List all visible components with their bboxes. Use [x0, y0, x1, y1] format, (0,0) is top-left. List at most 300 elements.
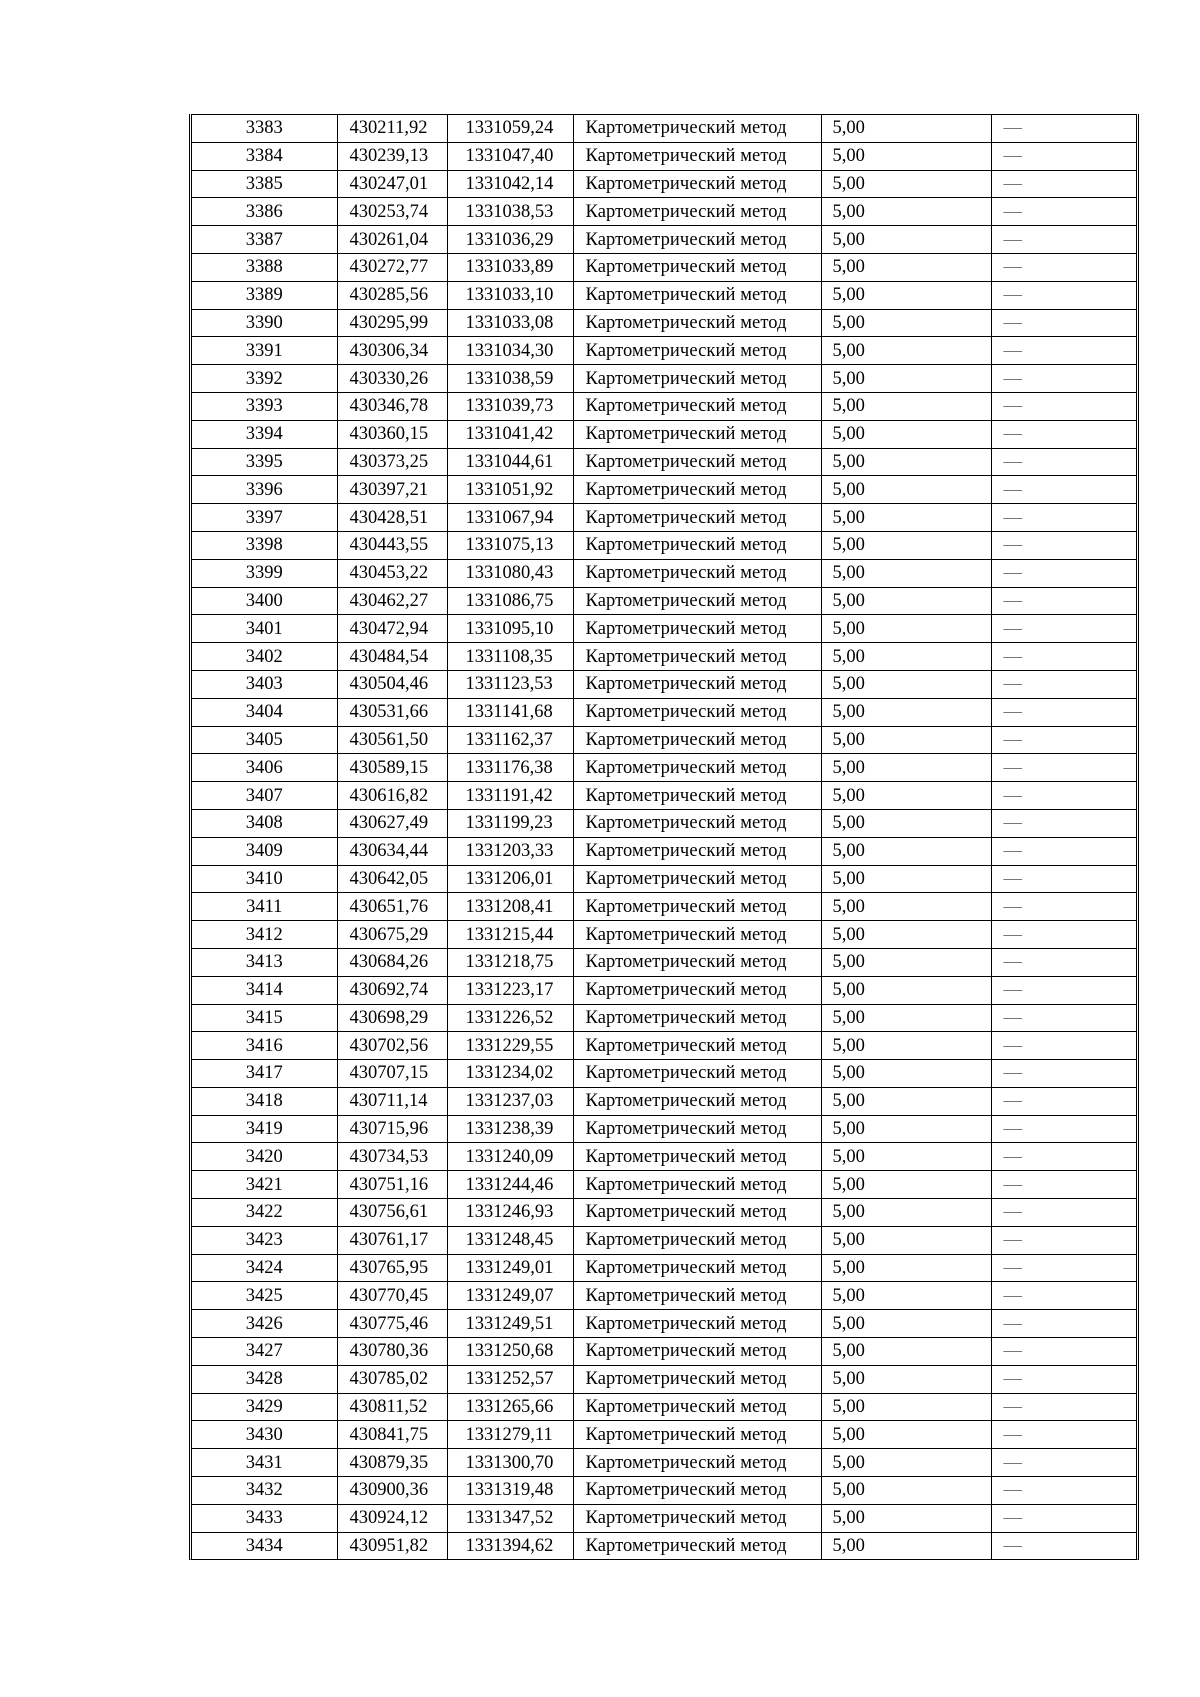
table-row [192, 948, 1136, 976]
point-number-cell: 3406 [192, 754, 337, 782]
x-coordinate-cell: 430707,15 [337, 1060, 447, 1088]
point-number-cell: 3434 [192, 1532, 337, 1559]
coordinates-table [192, 114, 1136, 1559]
table-row [192, 281, 1136, 309]
x-coordinate-cell: 430247,01 [337, 170, 447, 198]
description-cell: — [991, 1310, 1136, 1338]
x-coordinate-cell: 430453,22 [337, 559, 447, 587]
coordinates-table-body [192, 115, 1136, 1560]
accuracy-cell: 5,00 [821, 198, 991, 226]
accuracy-cell: 5,00 [821, 1365, 991, 1393]
y-coordinate-cell: 1331047,40 [447, 142, 573, 170]
point-number-cell: 3393 [192, 392, 337, 420]
accuracy-cell: 5,00 [821, 476, 991, 504]
method-cell: Картометрический метод [573, 337, 821, 365]
point-number-cell: 3430 [192, 1421, 337, 1449]
y-coordinate-cell: 1331215,44 [447, 921, 573, 949]
table-row [192, 1338, 1136, 1366]
method-cell: Картометрический метод [573, 531, 821, 559]
y-coordinate-cell: 1331038,53 [447, 198, 573, 226]
description-cell: — [991, 253, 1136, 281]
y-coordinate-cell: 1331203,33 [447, 837, 573, 865]
description-cell: — [991, 142, 1136, 170]
accuracy-cell: 5,00 [821, 1143, 991, 1171]
y-coordinate-cell: 1331059,24 [447, 115, 573, 143]
table-row [192, 504, 1136, 532]
accuracy-cell: 5,00 [821, 309, 991, 337]
table-row [192, 837, 1136, 865]
table-row [192, 170, 1136, 198]
method-cell: Картометрический метод [573, 504, 821, 532]
x-coordinate-cell: 430295,99 [337, 309, 447, 337]
description-cell: — [991, 170, 1136, 198]
y-coordinate-cell: 1331191,42 [447, 782, 573, 810]
x-coordinate-cell: 430616,82 [337, 782, 447, 810]
y-coordinate-cell: 1331199,23 [447, 809, 573, 837]
point-number-cell: 3397 [192, 504, 337, 532]
accuracy-cell: 5,00 [821, 226, 991, 254]
point-number-cell: 3392 [192, 365, 337, 393]
point-number-cell: 3419 [192, 1115, 337, 1143]
point-number-cell: 3416 [192, 1032, 337, 1060]
accuracy-cell: 5,00 [821, 1004, 991, 1032]
description-cell: — [991, 337, 1136, 365]
method-cell: Картометрический метод [573, 587, 821, 615]
accuracy-cell: 5,00 [821, 809, 991, 837]
method-cell: Картометрический метод [573, 1338, 821, 1366]
accuracy-cell: 5,00 [821, 698, 991, 726]
point-number-cell: 3433 [192, 1504, 337, 1532]
x-coordinate-cell: 430428,51 [337, 504, 447, 532]
x-coordinate-cell: 430734,53 [337, 1143, 447, 1171]
point-number-cell: 3422 [192, 1199, 337, 1227]
point-number-cell: 3390 [192, 309, 337, 337]
y-coordinate-cell: 1331044,61 [447, 448, 573, 476]
description-cell: — [991, 559, 1136, 587]
x-coordinate-cell: 430651,76 [337, 893, 447, 921]
method-cell: Картометрический метод [573, 1282, 821, 1310]
accuracy-cell: 5,00 [821, 893, 991, 921]
accuracy-cell: 5,00 [821, 1532, 991, 1559]
point-number-cell: 3421 [192, 1171, 337, 1199]
method-cell: Картометрический метод [573, 476, 821, 504]
point-number-cell: 3411 [192, 893, 337, 921]
table-row [192, 1032, 1136, 1060]
accuracy-cell: 5,00 [821, 115, 991, 143]
accuracy-cell: 5,00 [821, 1032, 991, 1060]
y-coordinate-cell: 1331347,52 [447, 1504, 573, 1532]
x-coordinate-cell: 430770,45 [337, 1282, 447, 1310]
table-row [192, 142, 1136, 170]
table-row [192, 1087, 1136, 1115]
table-row [192, 1115, 1136, 1143]
x-coordinate-cell: 430253,74 [337, 198, 447, 226]
description-cell: — [991, 948, 1136, 976]
point-number-cell: 3387 [192, 226, 337, 254]
y-coordinate-cell: 1331246,93 [447, 1199, 573, 1227]
description-cell: — [991, 643, 1136, 671]
accuracy-cell: 5,00 [821, 837, 991, 865]
point-number-cell: 3418 [192, 1087, 337, 1115]
method-cell: Картометрический метод [573, 142, 821, 170]
accuracy-cell: 5,00 [821, 531, 991, 559]
method-cell: Картометрический метод [573, 170, 821, 198]
accuracy-cell: 5,00 [821, 587, 991, 615]
table-row [192, 1004, 1136, 1032]
x-coordinate-cell: 430306,34 [337, 337, 447, 365]
point-number-cell: 3394 [192, 420, 337, 448]
table-row [192, 587, 1136, 615]
description-cell: — [991, 1365, 1136, 1393]
description-cell: — [991, 587, 1136, 615]
description-cell: — [991, 198, 1136, 226]
x-coordinate-cell: 430239,13 [337, 142, 447, 170]
accuracy-cell: 5,00 [821, 754, 991, 782]
x-coordinate-cell: 430675,29 [337, 921, 447, 949]
accuracy-cell: 5,00 [821, 865, 991, 893]
table-row [192, 420, 1136, 448]
accuracy-cell: 5,00 [821, 1226, 991, 1254]
x-coordinate-cell: 430951,82 [337, 1532, 447, 1559]
point-number-cell: 3404 [192, 698, 337, 726]
point-number-cell: 3400 [192, 587, 337, 615]
point-number-cell: 3384 [192, 142, 337, 170]
accuracy-cell: 5,00 [821, 392, 991, 420]
y-coordinate-cell: 1331038,59 [447, 365, 573, 393]
point-number-cell: 3427 [192, 1338, 337, 1366]
y-coordinate-cell: 1331279,11 [447, 1421, 573, 1449]
method-cell: Картометрический метод [573, 921, 821, 949]
point-number-cell: 3423 [192, 1226, 337, 1254]
table-row [192, 1171, 1136, 1199]
table-row [192, 1060, 1136, 1088]
table-row [192, 337, 1136, 365]
accuracy-cell: 5,00 [821, 1115, 991, 1143]
description-cell: — [991, 1393, 1136, 1421]
point-number-cell: 3399 [192, 559, 337, 587]
table-row [192, 365, 1136, 393]
accuracy-cell: 5,00 [821, 921, 991, 949]
x-coordinate-cell: 430879,35 [337, 1449, 447, 1477]
x-coordinate-cell: 430780,36 [337, 1338, 447, 1366]
point-number-cell: 3410 [192, 865, 337, 893]
accuracy-cell: 5,00 [821, 782, 991, 810]
point-number-cell: 3420 [192, 1143, 337, 1171]
point-number-cell: 3395 [192, 448, 337, 476]
table-row [192, 1282, 1136, 1310]
method-cell: Картометрический метод [573, 1004, 821, 1032]
y-coordinate-cell: 1331248,45 [447, 1226, 573, 1254]
point-number-cell: 3426 [192, 1310, 337, 1338]
description-cell: — [991, 976, 1136, 1004]
method-cell: Картометрический метод [573, 1393, 821, 1421]
description-cell: — [991, 670, 1136, 698]
point-number-cell: 3383 [192, 115, 337, 143]
x-coordinate-cell: 430684,26 [337, 948, 447, 976]
description-cell: — [991, 809, 1136, 837]
accuracy-cell: 5,00 [821, 1504, 991, 1532]
description-cell: — [991, 615, 1136, 643]
table-row [192, 1143, 1136, 1171]
point-number-cell: 3389 [192, 281, 337, 309]
point-number-cell: 3386 [192, 198, 337, 226]
y-coordinate-cell: 1331394,62 [447, 1532, 573, 1559]
description-cell: — [991, 782, 1136, 810]
y-coordinate-cell: 1331265,66 [447, 1393, 573, 1421]
y-coordinate-cell: 1331249,01 [447, 1254, 573, 1282]
method-cell: Картометрический метод [573, 948, 821, 976]
description-cell: — [991, 865, 1136, 893]
x-coordinate-cell: 430692,74 [337, 976, 447, 1004]
point-number-cell: 3415 [192, 1004, 337, 1032]
accuracy-cell: 5,00 [821, 1060, 991, 1088]
x-coordinate-cell: 430261,04 [337, 226, 447, 254]
method-cell: Картометрический метод [573, 392, 821, 420]
method-cell: Картометрический метод [573, 698, 821, 726]
table-row [192, 698, 1136, 726]
description-cell: — [991, 281, 1136, 309]
accuracy-cell: 5,00 [821, 142, 991, 170]
y-coordinate-cell: 1331108,35 [447, 643, 573, 671]
method-cell: Картометрический метод [573, 670, 821, 698]
y-coordinate-cell: 1331226,52 [447, 1004, 573, 1032]
accuracy-cell: 5,00 [821, 1254, 991, 1282]
y-coordinate-cell: 1331067,94 [447, 504, 573, 532]
description-cell: — [991, 837, 1136, 865]
table-row [192, 198, 1136, 226]
description-cell: — [991, 392, 1136, 420]
method-cell: Картометрический метод [573, 976, 821, 1004]
description-cell: — [991, 1171, 1136, 1199]
table-row [192, 1393, 1136, 1421]
accuracy-cell: 5,00 [821, 337, 991, 365]
x-coordinate-cell: 430484,54 [337, 643, 447, 671]
y-coordinate-cell: 1331229,55 [447, 1032, 573, 1060]
method-cell: Картометрический метод [573, 1310, 821, 1338]
x-coordinate-cell: 430360,15 [337, 420, 447, 448]
accuracy-cell: 5,00 [821, 170, 991, 198]
table-row [192, 1254, 1136, 1282]
method-cell: Картометрический метод [573, 865, 821, 893]
x-coordinate-cell: 430346,78 [337, 392, 447, 420]
method-cell: Картометрический метод [573, 1477, 821, 1505]
y-coordinate-cell: 1331240,09 [447, 1143, 573, 1171]
accuracy-cell: 5,00 [821, 559, 991, 587]
y-coordinate-cell: 1331033,08 [447, 309, 573, 337]
accuracy-cell: 5,00 [821, 1199, 991, 1227]
point-number-cell: 3402 [192, 643, 337, 671]
x-coordinate-cell: 430900,36 [337, 1477, 447, 1505]
accuracy-cell: 5,00 [821, 1449, 991, 1477]
table-row [192, 809, 1136, 837]
description-cell: — [991, 1115, 1136, 1143]
y-coordinate-cell: 1331319,48 [447, 1477, 573, 1505]
x-coordinate-cell: 430761,17 [337, 1226, 447, 1254]
description-cell: — [991, 1421, 1136, 1449]
method-cell: Картометрический метод [573, 782, 821, 810]
method-cell: Картометрический метод [573, 893, 821, 921]
x-coordinate-cell: 430751,16 [337, 1171, 447, 1199]
accuracy-cell: 5,00 [821, 1477, 991, 1505]
method-cell: Картометрический метод [573, 309, 821, 337]
description-cell: — [991, 365, 1136, 393]
table-row [192, 1504, 1136, 1532]
description-cell: — [991, 1143, 1136, 1171]
x-coordinate-cell: 430462,27 [337, 587, 447, 615]
x-coordinate-cell: 430841,75 [337, 1421, 447, 1449]
table-row [192, 226, 1136, 254]
x-coordinate-cell: 430397,21 [337, 476, 447, 504]
point-number-cell: 3425 [192, 1282, 337, 1310]
description-cell: — [991, 504, 1136, 532]
coordinates-table-frame [189, 114, 1139, 1560]
table-row [192, 1226, 1136, 1254]
table-row [192, 670, 1136, 698]
x-coordinate-cell: 430756,61 [337, 1199, 447, 1227]
method-cell: Картометрический метод [573, 837, 821, 865]
table-row [192, 115, 1136, 143]
description-cell: — [991, 115, 1136, 143]
point-number-cell: 3391 [192, 337, 337, 365]
accuracy-cell: 5,00 [821, 1338, 991, 1366]
y-coordinate-cell: 1331086,75 [447, 587, 573, 615]
description-cell: — [991, 754, 1136, 782]
point-number-cell: 3401 [192, 615, 337, 643]
method-cell: Картометрический метод [573, 615, 821, 643]
table-row [192, 309, 1136, 337]
description-cell: — [991, 1338, 1136, 1366]
description-cell: — [991, 1449, 1136, 1477]
x-coordinate-cell: 430775,46 [337, 1310, 447, 1338]
accuracy-cell: 5,00 [821, 448, 991, 476]
description-cell: — [991, 1199, 1136, 1227]
accuracy-cell: 5,00 [821, 726, 991, 754]
description-cell: — [991, 1504, 1136, 1532]
y-coordinate-cell: 1331234,02 [447, 1060, 573, 1088]
accuracy-cell: 5,00 [821, 420, 991, 448]
x-coordinate-cell: 430924,12 [337, 1504, 447, 1532]
table-row [192, 976, 1136, 1004]
table-row [192, 1310, 1136, 1338]
method-cell: Картометрический метод [573, 198, 821, 226]
table-row [192, 1449, 1136, 1477]
method-cell: Картометрический метод [573, 1087, 821, 1115]
description-cell: — [991, 1477, 1136, 1505]
accuracy-cell: 5,00 [821, 1087, 991, 1115]
y-coordinate-cell: 1331095,10 [447, 615, 573, 643]
method-cell: Картометрический метод [573, 253, 821, 281]
description-cell: — [991, 1254, 1136, 1282]
point-number-cell: 3413 [192, 948, 337, 976]
table-row [192, 1365, 1136, 1393]
x-coordinate-cell: 430811,52 [337, 1393, 447, 1421]
description-cell: — [991, 1032, 1136, 1060]
table-row [192, 559, 1136, 587]
table-row [192, 921, 1136, 949]
x-coordinate-cell: 430272,77 [337, 253, 447, 281]
method-cell: Картометрический метод [573, 1504, 821, 1532]
y-coordinate-cell: 1331223,17 [447, 976, 573, 1004]
description-cell: — [1003, 1536, 1022, 1557]
y-coordinate-cell: 1331208,41 [447, 893, 573, 921]
point-number-cell: 3408 [192, 809, 337, 837]
table-row [192, 1199, 1136, 1227]
accuracy-cell: 5,00 [821, 1310, 991, 1338]
y-coordinate-cell: 1331123,53 [447, 670, 573, 698]
description-cell: — [991, 448, 1136, 476]
table-row [192, 1421, 1136, 1449]
table-row [192, 754, 1136, 782]
method-cell: Картометрический метод [573, 1365, 821, 1393]
description-cell: — [991, 698, 1136, 726]
y-coordinate-cell: 1331249,07 [447, 1282, 573, 1310]
x-coordinate-cell: 430504,46 [337, 670, 447, 698]
method-cell: Картометрический метод [573, 1226, 821, 1254]
point-number-cell: 3398 [192, 531, 337, 559]
method-cell: Картометрический метод [573, 1060, 821, 1088]
accuracy-cell: 5,00 [821, 253, 991, 281]
y-coordinate-cell: 1331039,73 [447, 392, 573, 420]
accuracy-cell: 5,00 [821, 1171, 991, 1199]
method-cell: Картометрический метод [573, 115, 821, 143]
description-cell: — [991, 1060, 1136, 1088]
point-number-cell: 3424 [192, 1254, 337, 1282]
method-cell: Картометрический метод [573, 226, 821, 254]
y-coordinate-cell: 1331218,75 [447, 948, 573, 976]
method-cell: Картометрический метод [573, 365, 821, 393]
table-row [192, 782, 1136, 810]
method-cell: Картометрический метод [573, 1171, 821, 1199]
x-coordinate-cell: 430589,15 [337, 754, 447, 782]
y-coordinate-cell: 1331162,37 [447, 726, 573, 754]
method-cell: Картометрический метод [573, 1143, 821, 1171]
point-number-cell: 3428 [192, 1365, 337, 1393]
x-coordinate-cell: 430765,95 [337, 1254, 447, 1282]
point-number-cell: 3396 [192, 476, 337, 504]
y-coordinate-cell: 1331036,29 [447, 226, 573, 254]
x-coordinate-cell: 430330,26 [337, 365, 447, 393]
point-number-cell: 3429 [192, 1393, 337, 1421]
accuracy-cell: 5,00 [821, 976, 991, 1004]
method-cell: Картометрический метод [573, 809, 821, 837]
y-coordinate-cell: 1331033,10 [447, 281, 573, 309]
accuracy-cell: 5,00 [821, 670, 991, 698]
description-cell: — [991, 531, 1136, 559]
point-number-cell: 3388 [192, 253, 337, 281]
y-coordinate-cell: 1331249,51 [447, 1310, 573, 1338]
x-coordinate-cell: 430715,96 [337, 1115, 447, 1143]
method-cell: Картометрический метод [573, 281, 821, 309]
x-coordinate-cell: 430531,66 [337, 698, 447, 726]
method-cell: Картометрический метод [573, 448, 821, 476]
table-row [192, 448, 1136, 476]
description-cell: — [991, 921, 1136, 949]
accuracy-cell: 5,00 [821, 365, 991, 393]
y-coordinate-cell: 1331141,68 [447, 698, 573, 726]
x-coordinate-cell: 430627,49 [337, 809, 447, 837]
point-number-cell: 3405 [192, 726, 337, 754]
accuracy-cell: 5,00 [821, 643, 991, 671]
x-coordinate-cell: 430642,05 [337, 865, 447, 893]
y-coordinate-cell: 1331237,03 [447, 1087, 573, 1115]
method-cell: Картометрический метод [573, 754, 821, 782]
y-coordinate-cell: 1331042,14 [447, 170, 573, 198]
description-cell: — [991, 476, 1136, 504]
point-number-cell: 3407 [192, 782, 337, 810]
table-row [192, 531, 1136, 559]
method-cell: Картометрический метод [573, 726, 821, 754]
y-coordinate-cell: 1331300,70 [447, 1449, 573, 1477]
